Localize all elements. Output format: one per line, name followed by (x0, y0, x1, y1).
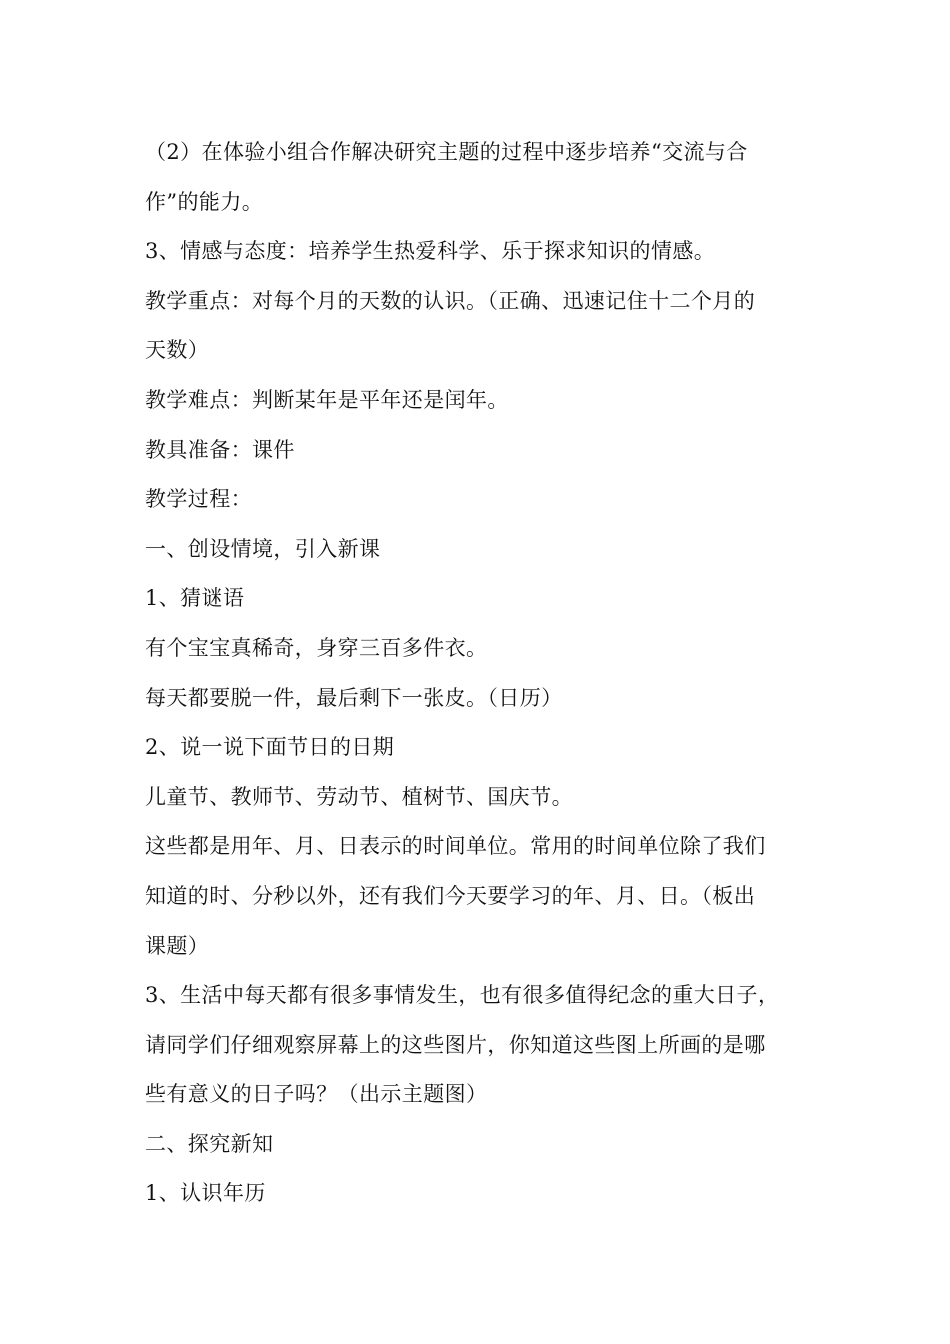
text-line: 每天都要脱一件，最后剩下一张皮。（日历） (145, 685, 563, 710)
text-line: 儿童节、教师节、劳动节、植树节、国庆节。 (145, 784, 573, 809)
text-line: 教学重点：对每个月的天数的认识。（正确、迅速记住十二个月的 (145, 288, 756, 313)
document-body (145, 128, 810, 1219)
text-line: 1、认识年历 (145, 1181, 266, 1206)
section-heading: 一、创设情境，引入新课 (145, 536, 381, 561)
text-line: 有个宝宝真稀奇，身穿三百多件衣。 (145, 635, 488, 660)
text-line: 知道的时、分秒以外，还有我们今天要学习的年、月、日。（板出 (145, 883, 756, 908)
text-line: 3、情感与态度：培养学生热爱科学、乐于探求知识的情感。 (145, 239, 716, 264)
text-line: 1、猜谜语 (145, 586, 245, 611)
text-line: 2、说一说下面节日的日期 (145, 735, 395, 760)
text-line: 3、生活中每天都有很多事情发生，也有很多值得纪念的重大日子， (145, 983, 780, 1008)
text-line: 请同学们仔细观察屏幕上的这些图片，你知道这些图上所画的是哪 (145, 1032, 766, 1057)
text-line: 些有意义的日子吗？（出示主题图） (145, 1082, 488, 1107)
text-line: 天数） (145, 338, 210, 363)
text-line: 这些都是用年、月、日表示的时间单位。常用的时间单位除了我们 (145, 834, 766, 859)
text-line: （2）在体验小组合作解决研究主题的过程中逐步培养“交流与合 (145, 140, 748, 164)
section-heading: 二、探究新知 (145, 1131, 274, 1156)
text-line: 教学难点：判断某年是平年还是闰年。 (145, 387, 509, 412)
text-line: 教学过程： (145, 487, 252, 512)
text-line: 课题） (145, 933, 210, 958)
text-line: 教具准备：课件 (145, 437, 295, 462)
text-line: 作”的能力。 (145, 189, 264, 214)
